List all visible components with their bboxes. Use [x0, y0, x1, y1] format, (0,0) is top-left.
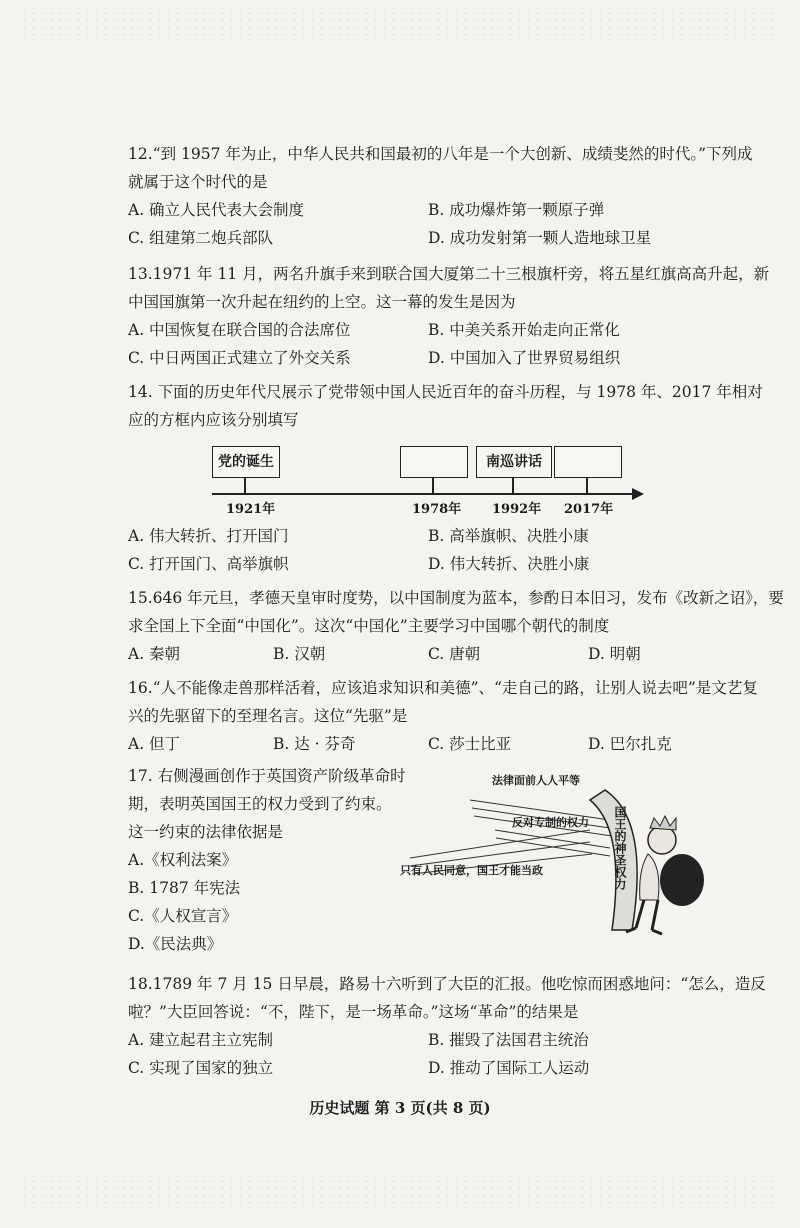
option-c: C. 组建第二炮兵部队: [128, 229, 274, 247]
timeline-stem: [512, 478, 514, 494]
timeline-stem: [432, 478, 434, 494]
page-footer: 历史试题 第 3 页(共 8 页): [309, 1099, 491, 1117]
option-d: D. 巴尔扎克: [588, 735, 672, 753]
question-text: 13.1971 年 11 月，两名升旗手来到联合国大厦第二十三根旗杆旁，将五星红旗高高升起，新: [128, 265, 770, 283]
king-power-cartoon: [400, 770, 720, 940]
option-c: C. 打开国门、高举旗帜: [128, 555, 289, 573]
question-text: 17. 右侧漫画创作于英国资产阶级革命时: [128, 767, 406, 785]
option-b: B. 1787 年宪法: [128, 879, 241, 897]
question-text: 应的方框内应该分别填写: [128, 411, 299, 429]
option-a: A. 确立人民代表大会制度: [128, 201, 305, 219]
option-b: B. 中美关系开始走向正常化: [428, 321, 620, 339]
option-b: B. 达 · 芬奇: [273, 735, 356, 753]
cartoon-drawing: [400, 770, 720, 940]
option-a: A. 建立起君主立宪制: [128, 1031, 274, 1049]
option-c: C.《人权宣言》: [128, 907, 238, 925]
option-a: A. 伟大转折、打开国门: [128, 527, 289, 545]
option-d: D.《民法典》: [128, 935, 223, 953]
option-b: B. 摧毁了法国君主统治: [428, 1031, 589, 1049]
scan-noise-bottom: [20, 1178, 780, 1208]
cartoon-caption: 法律面前人人平等: [492, 774, 580, 787]
timeline-box-2017: [554, 446, 622, 478]
question-text: 中国国旗第一次升起在纽约的上空。这一幕的发生是因为: [128, 293, 516, 311]
option-b: B. 汉朝: [273, 645, 326, 663]
question-17: [128, 762, 428, 958]
option-d: D. 中国加入了世界贸易组织: [428, 349, 621, 367]
history-timeline: [212, 440, 652, 520]
timeline-year: 1992年: [492, 502, 542, 517]
option-a: A.《权利法案》: [128, 851, 238, 869]
cartoon-caption: 只有人民同意，国王才能当政: [400, 864, 543, 877]
cartoon-caption: 国王的神圣权力: [613, 806, 627, 890]
question-text: 15.646 年元旦，孝德天皇审时度势，以中国制度为蓝本，参酌日本旧习，发布《改新之诏》，要: [128, 589, 784, 607]
scan-noise-top: [20, 10, 780, 40]
option-c: C. 莎士比亚: [428, 735, 512, 753]
question-text: 12.“到 1957 年为止，中华人民共和国最初的八年是一个大创新、成绩斐然的时代。”下列成: [128, 145, 753, 163]
option-a: A. 中国恢复在联合国的合法席位: [128, 321, 351, 339]
cartoon-caption: 反对专制的权力: [512, 816, 589, 829]
option-d: D. 推动了国际工人运动: [428, 1059, 590, 1077]
question-text: 啦？”大臣回答说：“不，陛下，是一场革命。”这场“革命”的结果是: [128, 1003, 579, 1021]
timeline-year: 2017年: [564, 502, 614, 517]
question-text: 16.“人不能像走兽那样活着，应该追求知识和美德”、“走自己的路，让别人说去吧”是文艺复: [128, 679, 758, 697]
question-text: 兴的先驱留下的至理名言。这位“先驱”是: [128, 707, 408, 725]
question-text: 求全国上下全面“中国化”。这次“中国化”主要学习中国哪个朝代的制度: [128, 617, 610, 635]
question-14-options: [128, 522, 748, 578]
question-12: [128, 140, 753, 252]
question-text: 14. 下面的历史年代尺展示了党带领中国人民近百年的奋斗历程，与 1978 年、2017 年相对: [128, 383, 763, 401]
timeline-box-1921: 党的诞生: [212, 446, 280, 478]
option-c: C. 唐朝: [428, 645, 481, 663]
timeline-stem: [586, 478, 588, 494]
option-c: C. 中日两国正式建立了外交关系: [128, 349, 351, 367]
question-13: [128, 260, 770, 372]
option-d: D. 伟大转折、决胜小康: [428, 555, 590, 573]
option-b: B. 高举旗帜、决胜小康: [428, 527, 589, 545]
timeline-year: 1978年: [412, 502, 462, 517]
timeline-axis: [212, 493, 634, 495]
question-text: 期，表明英国国王的权力受到了约束。: [128, 795, 392, 813]
option-c: C. 实现了国家的独立: [128, 1059, 274, 1077]
timeline-year: 1921年: [226, 502, 276, 517]
timeline-box-1978: [400, 446, 468, 478]
timeline-stem: [244, 478, 246, 494]
timeline-arrow-icon: [632, 488, 644, 500]
question-text: 18.1789 年 7 月 15 日早晨，路易十六听到了大臣的汇报。他吃惊而困惑地问：“怎么，造反: [128, 975, 766, 993]
option-b: B. 成功爆炸第一颗原子弹: [428, 201, 605, 219]
question-text: 这一约束的法律依据是: [128, 823, 284, 841]
option-d: D. 明朝: [588, 645, 641, 663]
question-14: [128, 378, 763, 434]
option-d: D. 成功发射第一颗人造地球卫星: [428, 229, 652, 247]
question-text: 就属于这个时代的是: [128, 173, 268, 191]
question-16: [128, 674, 758, 758]
question-18: [128, 970, 766, 1082]
option-a: A. 秦朝: [128, 645, 181, 663]
question-15: [128, 584, 784, 668]
option-a: A. 但丁: [128, 735, 181, 753]
timeline-box-1992: 南巡讲话: [476, 446, 552, 478]
